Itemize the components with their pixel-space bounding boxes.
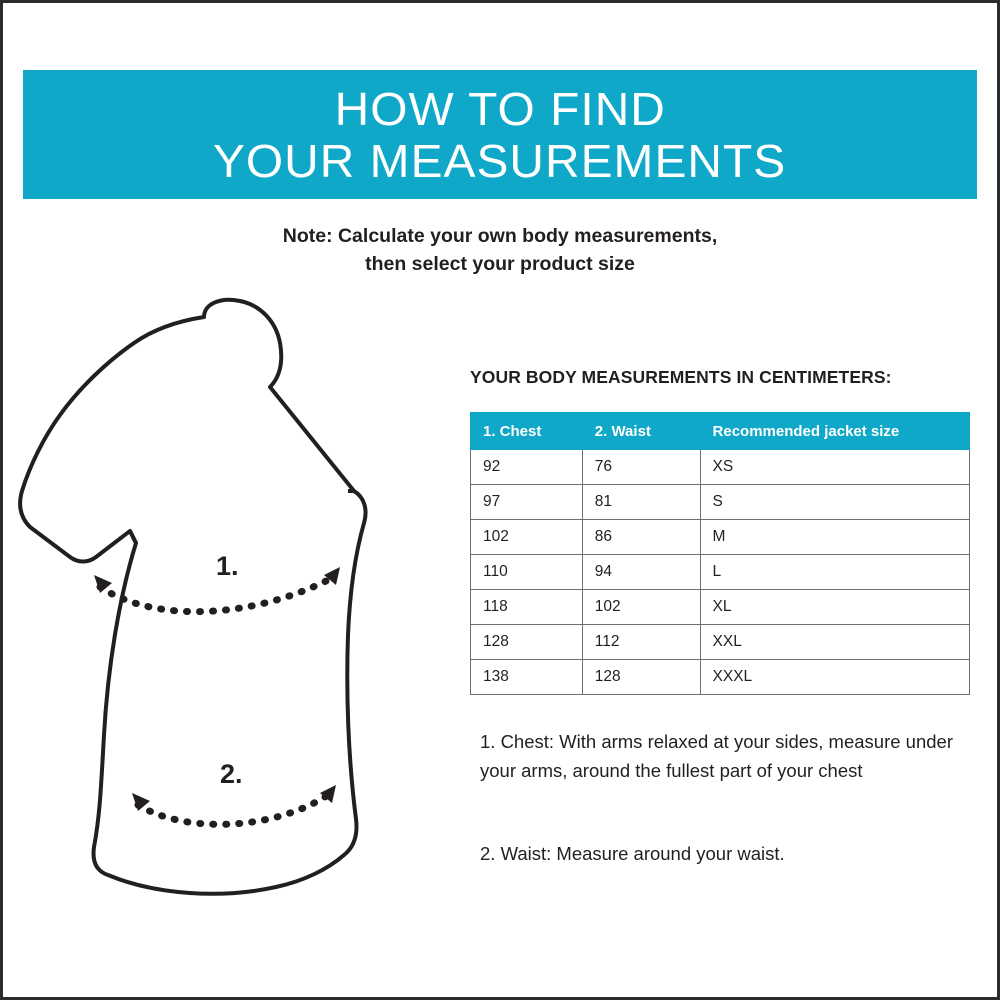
cell-waist: 102 <box>582 590 700 625</box>
cell-waist: 81 <box>582 485 700 520</box>
cell-chest: 102 <box>471 520 583 555</box>
column-header-jacket-size: Recommended jacket size <box>700 413 969 450</box>
note-text <box>0 222 1000 279</box>
note-line-2: then select your product size <box>365 253 635 276</box>
table-row <box>471 555 970 590</box>
cell-size: XXL <box>700 625 969 660</box>
torso-diagram <box>8 295 428 925</box>
header-title-line-2: YOUR MEASUREMENTS <box>213 134 787 187</box>
cell-waist: 94 <box>582 555 700 590</box>
table-header-row <box>471 413 970 450</box>
cell-size: XXXL <box>700 660 969 695</box>
border-top <box>0 0 1000 3</box>
note-line-1: Note: Calculate your own body measurements, <box>282 225 718 247</box>
cell-chest: 118 <box>471 590 583 625</box>
column-header-waist: 2. Waist <box>582 413 700 450</box>
border-left <box>0 0 3 1000</box>
size-table <box>470 412 970 695</box>
cell-size: XL <box>700 590 969 625</box>
table-title: YOUR BODY MEASUREMENTS IN CENTIMETERS: <box>470 367 892 387</box>
waist-description: 2. Waist: Measure around your waist. <box>480 843 785 864</box>
header-title-line-1: HOW TO FIND <box>334 82 666 135</box>
cell-waist: 128 <box>582 660 700 695</box>
table-row <box>471 590 970 625</box>
cell-size: L <box>700 555 969 590</box>
cell-waist: 112 <box>582 625 700 660</box>
cell-chest: 128 <box>471 625 583 660</box>
cell-chest: 138 <box>471 660 583 695</box>
cell-chest: 110 <box>471 555 583 590</box>
waist-label: 2. <box>220 759 243 789</box>
waist-measure-line <box>132 785 336 824</box>
table-row <box>471 660 970 695</box>
column-header-chest: 1. Chest <box>471 413 583 450</box>
cell-chest: 97 <box>471 485 583 520</box>
cell-size: M <box>700 520 969 555</box>
cell-size: S <box>700 485 969 520</box>
table-row <box>471 485 970 520</box>
table-row <box>471 450 970 485</box>
cell-chest: 92 <box>471 450 583 485</box>
cell-size: XS <box>700 450 969 485</box>
header-banner <box>23 70 977 199</box>
torso-outline-icon <box>8 295 428 925</box>
table-row <box>471 520 970 555</box>
table-row <box>471 625 970 660</box>
chest-description: 1. Chest: With arms relaxed at your sides, measure under your arms, around the fullest part of your chest <box>480 731 953 781</box>
cell-waist: 76 <box>582 450 700 485</box>
chest-label: 1. <box>216 551 239 581</box>
cell-waist: 86 <box>582 520 700 555</box>
